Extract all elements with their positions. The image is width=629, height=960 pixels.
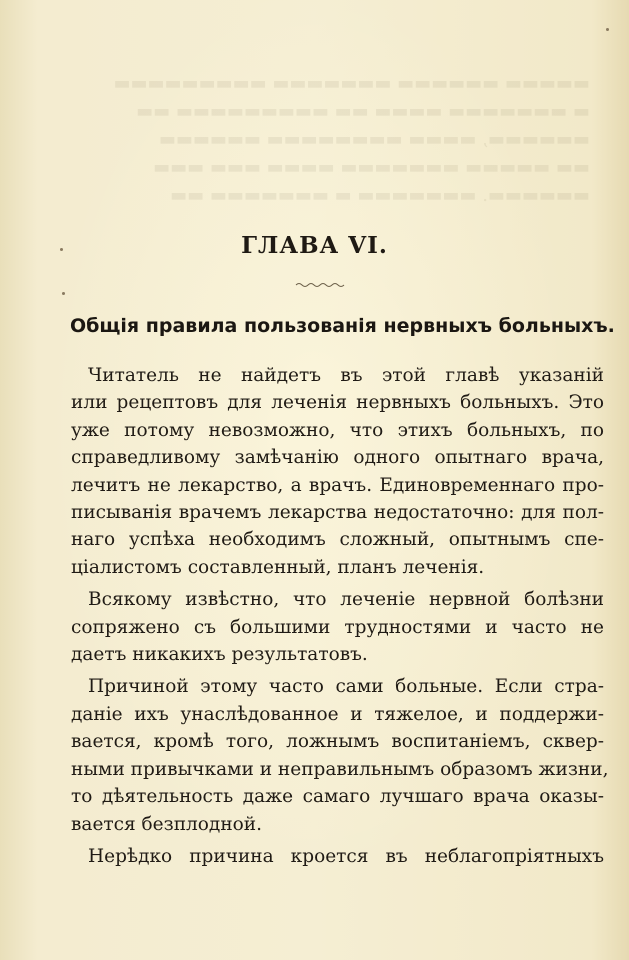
chapter-heading: ГЛАВА VI. <box>241 232 388 259</box>
paragraph-2 <box>71 586 604 668</box>
text-line: даетъ никакихъ результатовъ. <box>71 644 368 666</box>
text-line: Причиной этому часто сами больные. Если стра- <box>88 676 604 698</box>
text-line: то дѣятельность даже самаго лучшаго врача оказы- <box>71 786 604 808</box>
text-line: вается безплодной. <box>71 813 263 835</box>
text-line: справедливому замѣчанію одного опытнаго врача, <box>71 447 604 469</box>
text-line: ціалистомъ составленный, планъ леченія. <box>71 556 485 578</box>
text-line: даніе ихъ унаслѣдованное и тяжелое, и поддержи- <box>71 703 604 725</box>
text-line: или рецептовъ для леченія нервныхъ больныхъ. Это <box>71 392 604 414</box>
bleed-through-texture: ▬▬▬▬▬ ▬▬▬▬▬▬ ▬▬▬▬▬▬▬ ▬▬▬▬▬▬▬▬▬ ▬ ▬▬▬▬▬▬▬ ▬▬▬▬ ▬▬ ▬▬▬▬▬▬▬▬▬ ▬▬ ▬▬▬▬▬▬, ▬▬▬▬ ▬▬▬▬▬▬▬▬ ▬▬▬▬▬▬ ▬▬ ▬▬▬▬▬ ▬▬▬▬▬▬▬ ▬▬▬▬ ▬▬▬ ▬▬▬ ▬▬▬▬▬▬. ▬▬▬▬▬▬▬ ▬ ▬▬▬▬▬▬▬ ▬▬ <box>113 73 590 206</box>
text-line: Читатель не найдетъ въ этой главѣ указаній <box>88 365 604 386</box>
paragraph-1 <box>71 362 604 581</box>
paragraph-3 <box>71 673 609 837</box>
print-speck <box>606 28 609 31</box>
ornament-divider <box>294 280 348 290</box>
text-line: писыванія врачемъ лекарства недостаточно: для пол- <box>71 502 604 524</box>
text-line: Нерѣдко причина кроется въ неблагопріятныхъ <box>88 845 604 867</box>
print-speck <box>62 292 65 295</box>
text-line: сопряжено съ большими трудностями и часто не <box>71 616 604 638</box>
text-line: уже потому невозможно, что этихъ больныхъ, по <box>71 419 604 441</box>
text-line: Всякому извѣстно, что леченіе нервной болѣзни <box>88 589 604 611</box>
print-speck <box>60 248 63 251</box>
text-line: наго успѣха необходимъ сложный, опытнымъ спе- <box>71 529 604 551</box>
text-line: вается, кромѣ того, ложнымъ воспитаніемъ, сквер- <box>71 731 604 753</box>
paragraph-4 <box>88 843 604 870</box>
text-line: лечитъ не лекарство, а врачъ. Единовременнаго про- <box>71 474 604 496</box>
body-text <box>71 362 609 875</box>
text-line: ными привычками и неправильнымъ образомъ жизни, <box>71 758 609 780</box>
section-title: Общія правила пользованія нервныхъ больныхъ. <box>70 315 615 337</box>
